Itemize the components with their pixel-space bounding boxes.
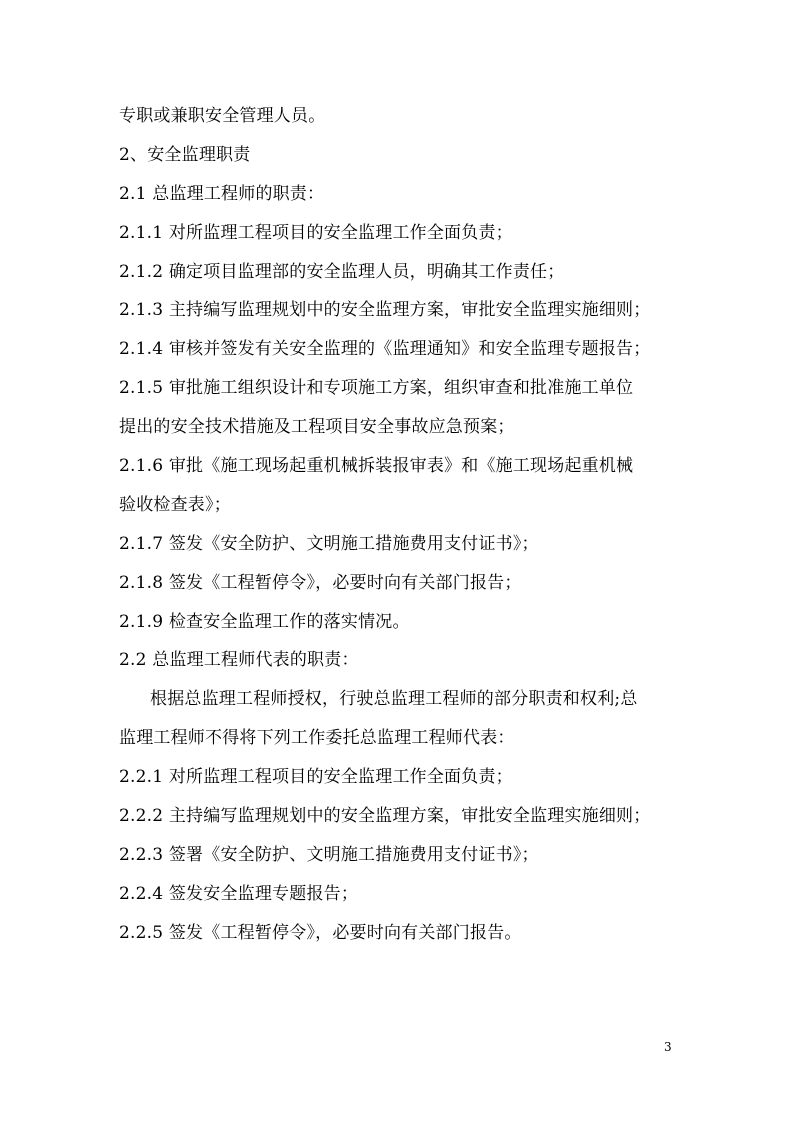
- text-line: 2.2.4 签发安全监理专题报告；: [119, 883, 359, 904]
- text-line: 2.1.4 审核并签发有关安全监理的《监理通知》和安全监理专题报告；: [119, 339, 651, 360]
- text-line: 2.1.7 签发《安全防护、文明施工措施费用支付证书》；: [119, 533, 539, 554]
- text-line: 根据总监理工程师授权，行驶总监理工程师的部分职责和权利;总: [150, 689, 638, 710]
- text-line: 2.1.1 对所监理工程项目的安全监理工作全面负责；: [119, 222, 513, 243]
- text-line: 2.2.3 签署《安全防护、文明施工措施费用支付证书》；: [119, 844, 539, 865]
- page-number: 3: [664, 1040, 672, 1054]
- subsection-heading: 2.2 总监理工程师代表的职责：: [119, 650, 359, 671]
- text-line: 2.1.6 审批《施工现场起重机械拆装报审表》和《施工现场起重机械: [119, 456, 634, 477]
- text-line: 2.1.9 检查安全监理工作的落实情况。: [119, 611, 410, 632]
- text-line: 2.1.8 签发《工程暂停令》，必要时向有关部门报告；: [119, 572, 522, 593]
- text-line: 验收检查表》；: [119, 494, 231, 515]
- text-line: 2.1.3 主持编写监理规划中的安全监理方案，审批安全监理实施细则；: [119, 300, 651, 321]
- text-line: 2.2.2 主持编写监理规划中的安全监理方案，审批安全监理实施细则；: [119, 806, 651, 827]
- text-line: 监理工程师不得将下列工作委托总监理工程师代表：: [119, 728, 515, 749]
- body-text: [119, 97, 679, 953]
- text-line: 2.2.5 签发《工程暂停令》，必要时向有关部门报告。: [119, 922, 522, 943]
- text-line: 2.1.5 审批施工组织设计和专项施工方案，组织审查和批准施工单位: [119, 378, 634, 399]
- text-line: 提出的安全技术措施及工程项目安全事故应急预案；: [119, 417, 515, 438]
- text-line: 2.1.2 确定项目监理部的安全监理人员，明确其工作责任；: [119, 261, 565, 282]
- text-line: 专职或兼职安全管理人员。: [119, 106, 326, 126]
- text-line: 2.2.1 对所监理工程项目的安全监理工作全面负责；: [119, 767, 513, 788]
- section-heading: 2、安全监理职责: [119, 144, 251, 165]
- subsection-heading: 2.1 总监理工程师的职责：: [119, 183, 325, 204]
